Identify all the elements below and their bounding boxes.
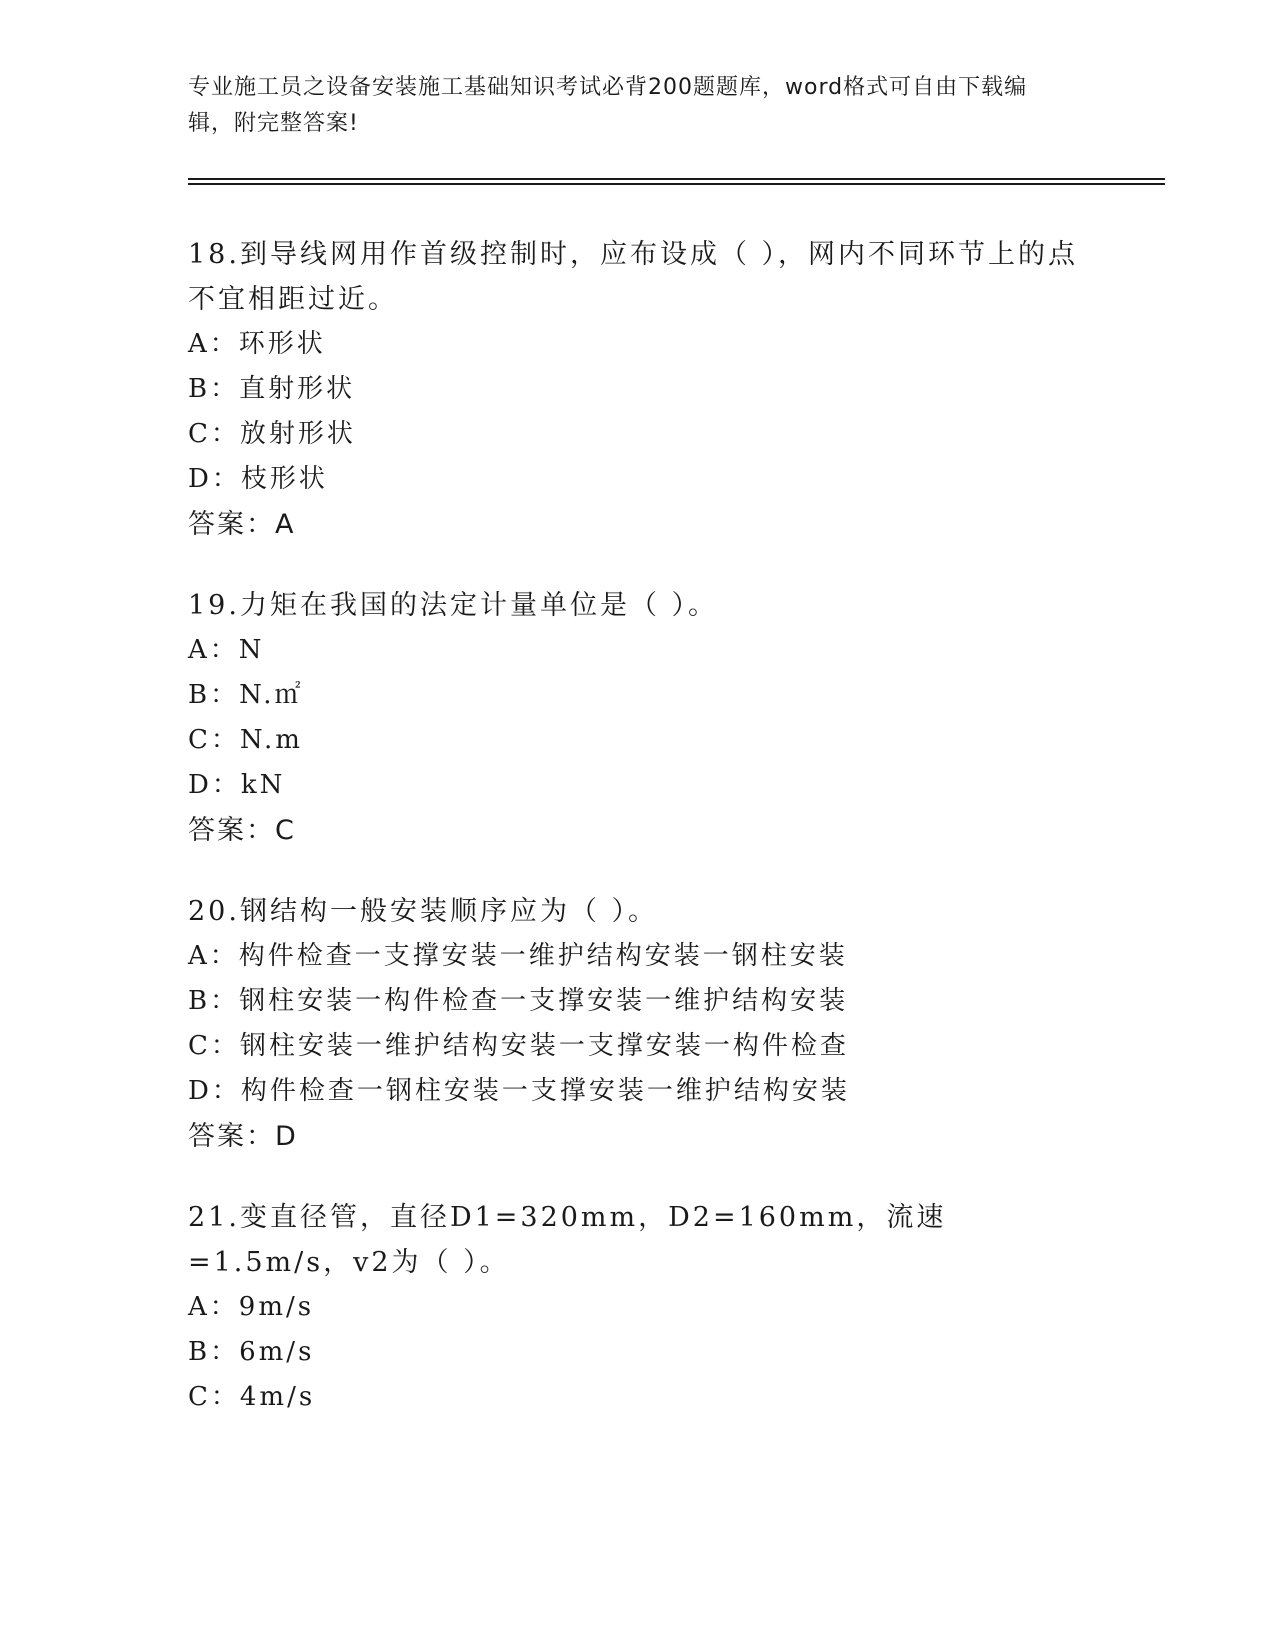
option-c: C：N.m	[188, 725, 303, 755]
option-c: C：钢柱安装一维护结构安装一支撑安装一构件检查	[188, 1031, 849, 1061]
option-d: D：kN	[188, 770, 286, 800]
question-18	[188, 232, 1088, 548]
option-b: B：直射形状	[188, 374, 356, 404]
question-stem: 21.变直径管，直径D1=320mm，D2=160mm，流速=1.5m/s，v2为（ ）。	[188, 1202, 947, 1278]
document-header: 专业施工员之设备安装施工基础知识考试必背200题题库，word格式可自由下载编辑，附完整答案!	[188, 75, 1028, 136]
option-a: A：N	[188, 635, 265, 665]
option-b: B：N.㎡	[188, 680, 304, 710]
option-a: A：构件检查一支撑安装一维护结构安装一钢柱安装	[188, 941, 848, 971]
question-20	[188, 889, 1088, 1160]
option-a: A：9m/s	[188, 1292, 315, 1322]
question-stem: 18.到导线网用作首级控制时，应布设成（ ），网内不同环节上的点不宜相距过近。	[188, 239, 1079, 315]
header-divider-top	[188, 178, 1165, 180]
option-a: A：环形状	[188, 329, 326, 359]
option-c: C：放射形状	[188, 419, 356, 449]
question-stem: 20.钢结构一般安装顺序应为（ ）。	[188, 896, 659, 927]
option-d: D：构件检查一钢柱安装一支撑安装一维护结构安装	[188, 1076, 850, 1106]
answer-line: 答案：C	[188, 815, 296, 846]
question-19	[188, 583, 1088, 854]
header-divider-bottom	[188, 183, 1165, 185]
option-c: C：4m/s	[188, 1382, 316, 1412]
option-b: B：6m/s	[188, 1337, 315, 1367]
answer-line: 答案：A	[188, 509, 296, 540]
question-list	[188, 232, 1088, 1455]
question-21	[188, 1195, 1088, 1420]
option-d: D：枝形状	[188, 464, 328, 494]
question-stem: 19.力矩在我国的法定计量单位是（ ）。	[188, 590, 719, 621]
option-b: B：钢柱安装一构件检查一支撑安装一维护结构安装	[188, 986, 849, 1016]
answer-line: 答案：D	[188, 1121, 298, 1152]
